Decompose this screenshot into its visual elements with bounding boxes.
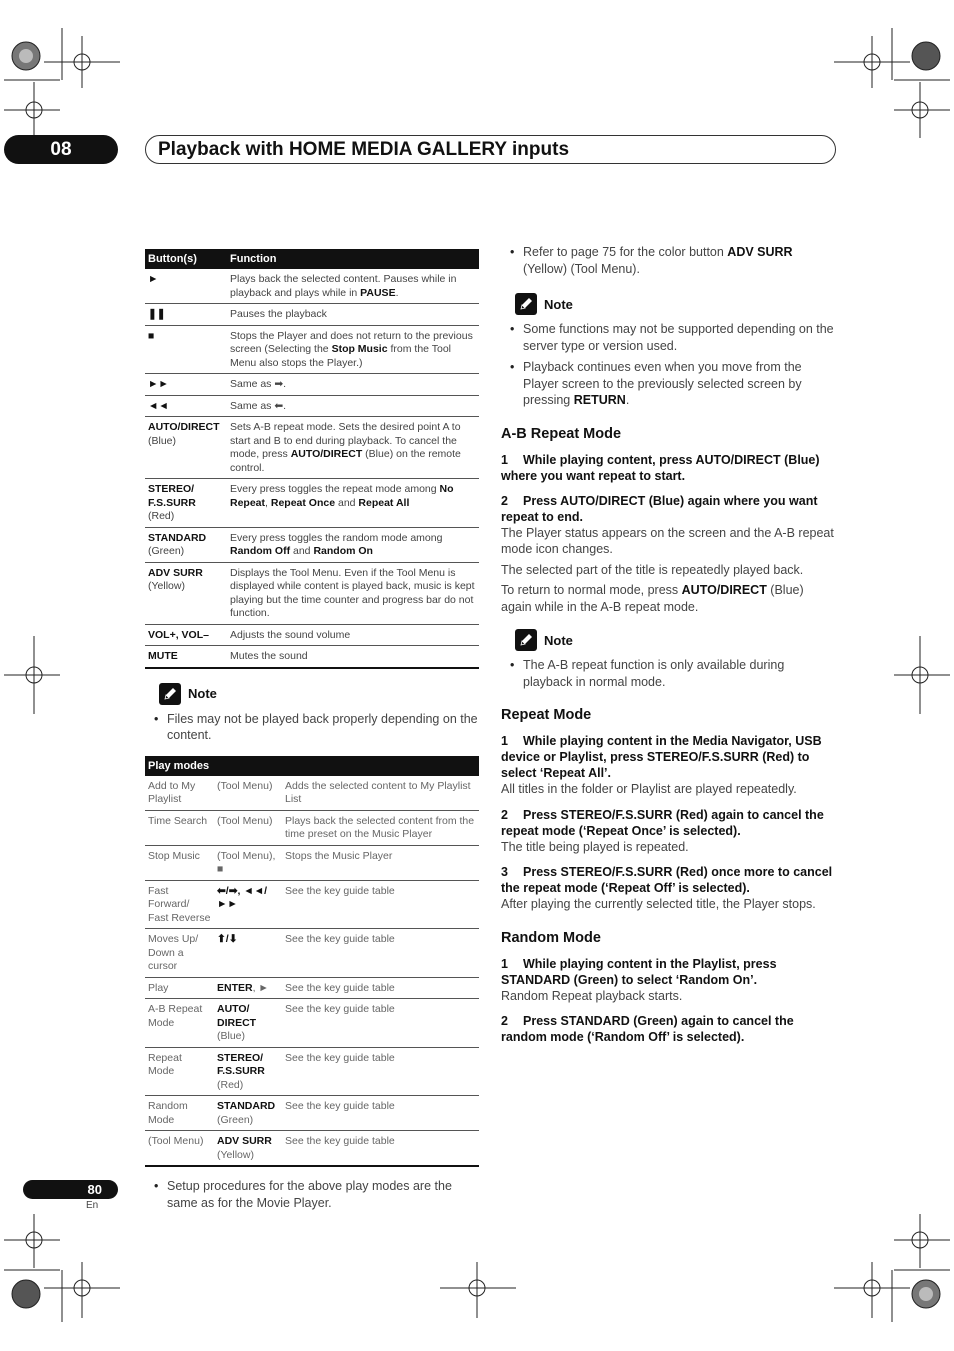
setup-note-list: [145, 1178, 479, 1211]
function-cell: [227, 624, 479, 646]
text-run: Pauses the playback: [230, 308, 327, 320]
description-cell: See the key guide table: [282, 1047, 479, 1096]
color-button-note: [501, 244, 837, 277]
step-number: 2: [501, 493, 508, 508]
mode-cell: Moves Up/ Down a cursor: [145, 929, 214, 978]
bold-term: Random Off: [230, 545, 291, 557]
table-row: [145, 999, 479, 1048]
button-name: ►: [148, 273, 159, 285]
bold-term: Repeat All: [358, 496, 410, 509]
text-run: To return to normal mode, press: [501, 583, 682, 597]
note-list: [145, 711, 479, 744]
bold-term: AUTO/DIRECT: [290, 448, 363, 460]
note-item: [501, 359, 837, 409]
text-run: (Red): [217, 1078, 244, 1091]
button-color: (Yellow): [148, 580, 185, 592]
description-cell: See the key guide table: [282, 999, 479, 1048]
note-label: Note: [544, 296, 573, 312]
text-run: and: [335, 496, 359, 509]
step-text: While playing content in the Playlist, press STANDARD (Green) to select ‘Random On’.: [501, 956, 777, 987]
note-pencil-icon: [515, 293, 537, 315]
mode-cell: Repeat Mode: [145, 1047, 214, 1096]
function-cell: [227, 479, 479, 528]
bold-term: PAUSE: [360, 286, 396, 299]
text-run: (Tool Menu), ■: [217, 849, 276, 875]
key-cell: [214, 1096, 282, 1131]
table-row: [145, 1131, 479, 1167]
text-run: (Tool Menu): [217, 814, 273, 827]
table-row: [145, 304, 479, 326]
button-cell: [145, 479, 227, 528]
note-label: Note: [544, 632, 573, 648]
button-color: (Red): [148, 510, 175, 522]
note-pencil-icon: [515, 629, 537, 651]
section-heading-random: Random Mode: [501, 929, 601, 946]
button-color: (Blue): [148, 434, 177, 447]
step-number: 2: [501, 1014, 508, 1028]
step: [501, 864, 837, 896]
text-run: .: [625, 393, 630, 407]
table-row: [145, 269, 479, 304]
note-heading: [515, 293, 837, 315]
mode-cell: Stop Music: [145, 845, 214, 880]
description-cell: See the key guide table: [282, 977, 479, 999]
bold-term: Stop Music: [331, 343, 388, 355]
paragraph: All titles in the folder or Playlist are played repeatedly.: [501, 782, 797, 796]
paragraph: The Player status appears on the screen and the A-B repeat mode icon changes.: [501, 525, 834, 556]
bold-term: STANDARD: [217, 1100, 276, 1112]
button-name: MUTE: [148, 650, 178, 662]
mode-cell: Fast Forward/ Fast Reverse: [145, 880, 214, 929]
bold-term: Repeat Once: [270, 496, 336, 509]
button-cell: [145, 325, 227, 374]
button-cell: [145, 646, 227, 668]
paragraph: The selected part of the title is repeatedly played back.: [501, 562, 804, 577]
right-column: [501, 244, 837, 1045]
note-item: • Files may not be played back properly depending on the content.: [145, 711, 479, 744]
paragraph: Random Repeat playback starts.: [501, 988, 683, 1003]
step-number: 1: [501, 734, 508, 748]
step-text: Press STEREO/F.S.SURR (Red) once more to cancel the repeat mode (‘Repeat Off’ is selected).: [501, 865, 833, 895]
play-modes-table: [145, 756, 479, 1168]
paragraph: [501, 582, 837, 615]
mode-cell: (Tool Menu): [145, 1131, 214, 1167]
chapter-number: 08: [4, 135, 118, 164]
step: [501, 733, 837, 781]
text-run: and: [290, 545, 314, 557]
button-cell: [145, 304, 227, 326]
key-cell: [214, 929, 282, 978]
page-language: En: [86, 1200, 99, 1211]
text-run: Every press toggles the random mode among: [230, 531, 443, 544]
note-list: [501, 321, 837, 409]
text-run: Plays back the selected content. Pauses while in playback and plays while in: [230, 273, 457, 299]
play-modes-header: Play modes: [145, 756, 479, 776]
setup-note-item: • Setup procedures for the above play modes are the same as for the Movie Player.: [145, 1178, 479, 1211]
bold-term: ⬆/⬇: [217, 933, 238, 945]
description-cell: Adds the selected content to My Playlist List: [282, 776, 479, 811]
section-heading-repeat: Repeat Mode: [501, 707, 592, 723]
button-name: STEREO/ F.S.SURR: [148, 483, 196, 509]
text-run: Displays the Tool Menu. Even if the Tool Menu is displayed while content is played back, music is kept playing but the time counter and progress bar do not function.: [230, 566, 475, 619]
text-run: (Green): [217, 1113, 254, 1126]
key-cell: [214, 776, 282, 811]
text-run: Adjusts the sound volume: [230, 628, 351, 641]
table-row: [145, 374, 479, 396]
step-text: Press STANDARD (Green) again to cancel the random mode (‘Random Off’ is selected).: [501, 1014, 794, 1044]
text-run: Same as ⬅.: [230, 399, 287, 412]
step-text: Press STEREO/F.S.SURR (Red) again to cancel the repeat mode (‘Repeat Once’ is selected).: [501, 807, 824, 838]
text-run: (Yellow) (Tool Menu).: [523, 261, 640, 276]
step-number: 1: [501, 452, 508, 467]
description-cell: Stops the Music Player: [282, 845, 479, 880]
step: [501, 452, 837, 484]
bold-term: AUTO/DIRECT: [681, 583, 767, 597]
button-cell: [145, 269, 227, 304]
buttons-table: [145, 249, 479, 669]
function-cell: [227, 395, 479, 417]
text-run: .: [395, 286, 399, 299]
mode-cell: Random Mode: [145, 1096, 214, 1131]
text-run: (Blue) again while in the A-B repeat mode.: [501, 583, 804, 614]
text-run: Sets A-B repeat mode. Sets the desired point A to start and B to end during playback. To cancel the mode, press: [230, 421, 461, 460]
text-run: (Yellow): [217, 1148, 254, 1161]
text-run: (Blue): [217, 1030, 246, 1042]
function-cell: [227, 374, 479, 396]
page-number: 80: [23, 1180, 118, 1199]
function-cell: [227, 325, 479, 374]
color-button-note-list: [501, 244, 837, 277]
note-list: [501, 657, 837, 690]
note-item: [501, 321, 837, 354]
button-cell: [145, 395, 227, 417]
step-text: While playing content, press AUTO/DIRECT (Blue) where you want repeat to start.: [501, 452, 820, 483]
table-row: [145, 880, 479, 929]
step: [501, 956, 837, 988]
function-cell: [227, 269, 479, 304]
table-row: [145, 325, 479, 374]
function-cell: [227, 562, 479, 624]
bold-term: ADV SURR: [727, 245, 793, 259]
text-run: Every press toggles the repeat mode among: [230, 483, 440, 495]
table-row: [145, 810, 479, 845]
button-cell: [145, 374, 227, 396]
left-column: [145, 249, 479, 1216]
note-label: Note: [188, 686, 217, 701]
bold-term: No Repeat: [230, 483, 454, 509]
text-run: Playback continues even when you move from the Player screen to the previously selected screen by pressing: [523, 360, 802, 407]
description-cell: See the key guide table: [282, 1096, 479, 1131]
function-cell: [227, 646, 479, 668]
table-row: [145, 479, 479, 528]
section-heading-ab-repeat: A-B Repeat Mode: [501, 425, 622, 442]
table-row: [145, 562, 479, 624]
function-cell: [227, 527, 479, 562]
table-row: [145, 1096, 479, 1131]
description-cell: See the key guide table: [282, 880, 479, 929]
table-row: [145, 929, 479, 978]
button-name: VOL+, VOL–: [148, 628, 209, 641]
mode-cell: A-B Repeat Mode: [145, 999, 214, 1048]
button-cell: [145, 527, 227, 562]
step-number: 2: [501, 807, 508, 822]
step-text: While playing content in the Media Navigator, USB device or Playlist, press STEREO/F.S.SURR (Red) to select ‘Repeat All’.: [501, 734, 822, 780]
description-cell: See the key guide table: [282, 929, 479, 978]
button-name: ADV SURR: [148, 566, 203, 579]
text-run: Refer to page 75 for the color button: [523, 245, 728, 259]
text-run: Same as ➡.: [230, 378, 287, 390]
bold-term: STEREO/ F.S.SURR: [217, 1051, 265, 1077]
key-cell: [214, 1047, 282, 1096]
table-row: [145, 845, 479, 880]
bold-term: Random On: [313, 545, 373, 557]
step-number: 3: [501, 865, 508, 879]
text-run: (Blue) on the remote control.: [230, 448, 461, 474]
page-title: Playback with HOME MEDIA GALLERY inputs: [145, 135, 836, 164]
text-run: Some functions may not be supported depending on the server type or version used.: [523, 322, 834, 353]
key-cell: [214, 880, 282, 929]
table-row: [145, 417, 479, 479]
mode-cell: Time Search: [145, 810, 214, 845]
button-name: ❚❚: [148, 308, 166, 320]
key-cell: [214, 999, 282, 1048]
description-cell: Plays back the selected content from the time preset on the Music Player: [282, 810, 479, 845]
table-row: [145, 527, 479, 562]
key-cell: [214, 977, 282, 999]
text-run: ,: [265, 496, 271, 509]
text-run: , ►: [252, 981, 269, 994]
function-cell: [227, 304, 479, 326]
button-color: (Green): [148, 545, 185, 557]
key-cell: [214, 1131, 282, 1167]
table-row: [145, 776, 479, 811]
table-row: [145, 395, 479, 417]
description-cell: See the key guide table: [282, 1131, 479, 1167]
note-item: • The A-B repeat function is only available during playback in normal mode.: [501, 657, 837, 690]
button-name: AUTO/DIRECT: [148, 421, 220, 433]
text-run: (Tool Menu): [217, 779, 273, 792]
key-cell: [214, 810, 282, 845]
step: [501, 1013, 837, 1045]
text-run: from the Tool Menu also stops the Player.): [230, 343, 451, 369]
step: [501, 493, 837, 525]
button-name: STANDARD: [148, 531, 207, 544]
column-header-function: Function: [227, 249, 479, 269]
table-row: [145, 646, 479, 668]
bold-term: ⬅/➡, ◄◄/►►: [217, 884, 268, 910]
bold-term: AUTO/ DIRECT: [217, 1003, 257, 1029]
step: [501, 807, 837, 839]
note-heading: [159, 683, 479, 705]
table-row: [145, 624, 479, 646]
table-row: [145, 977, 479, 999]
bold-term: RETURN: [573, 393, 626, 407]
button-cell: [145, 562, 227, 624]
key-cell: [214, 845, 282, 880]
note-pencil-icon: [159, 683, 181, 705]
mode-cell: Add to My Playlist: [145, 776, 214, 811]
text-run: Stops the Player and does not return to the previous screen (Selecting the: [230, 329, 473, 355]
button-name: ■: [148, 329, 155, 342]
step-number: 1: [501, 956, 508, 971]
bold-term: ADV SURR: [217, 1135, 272, 1147]
table-row: [145, 1047, 479, 1096]
step-text: Press AUTO/DIRECT (Blue) again where you want repeat to end.: [501, 493, 818, 524]
note-heading: [515, 629, 837, 651]
button-cell: [145, 624, 227, 646]
paragraph: After playing the currently selected title, the Player stops.: [501, 897, 816, 911]
function-cell: [227, 417, 479, 479]
button-cell: [145, 417, 227, 479]
text-run: Mutes the sound: [230, 650, 308, 662]
paragraph: The title being played is repeated.: [501, 839, 689, 854]
button-name: ►►: [148, 378, 169, 390]
column-header-buttons: Button(s): [145, 249, 227, 269]
bold-term: ENTER: [217, 981, 253, 994]
mode-cell: Play: [145, 977, 214, 999]
button-name: ◄◄: [148, 399, 169, 412]
